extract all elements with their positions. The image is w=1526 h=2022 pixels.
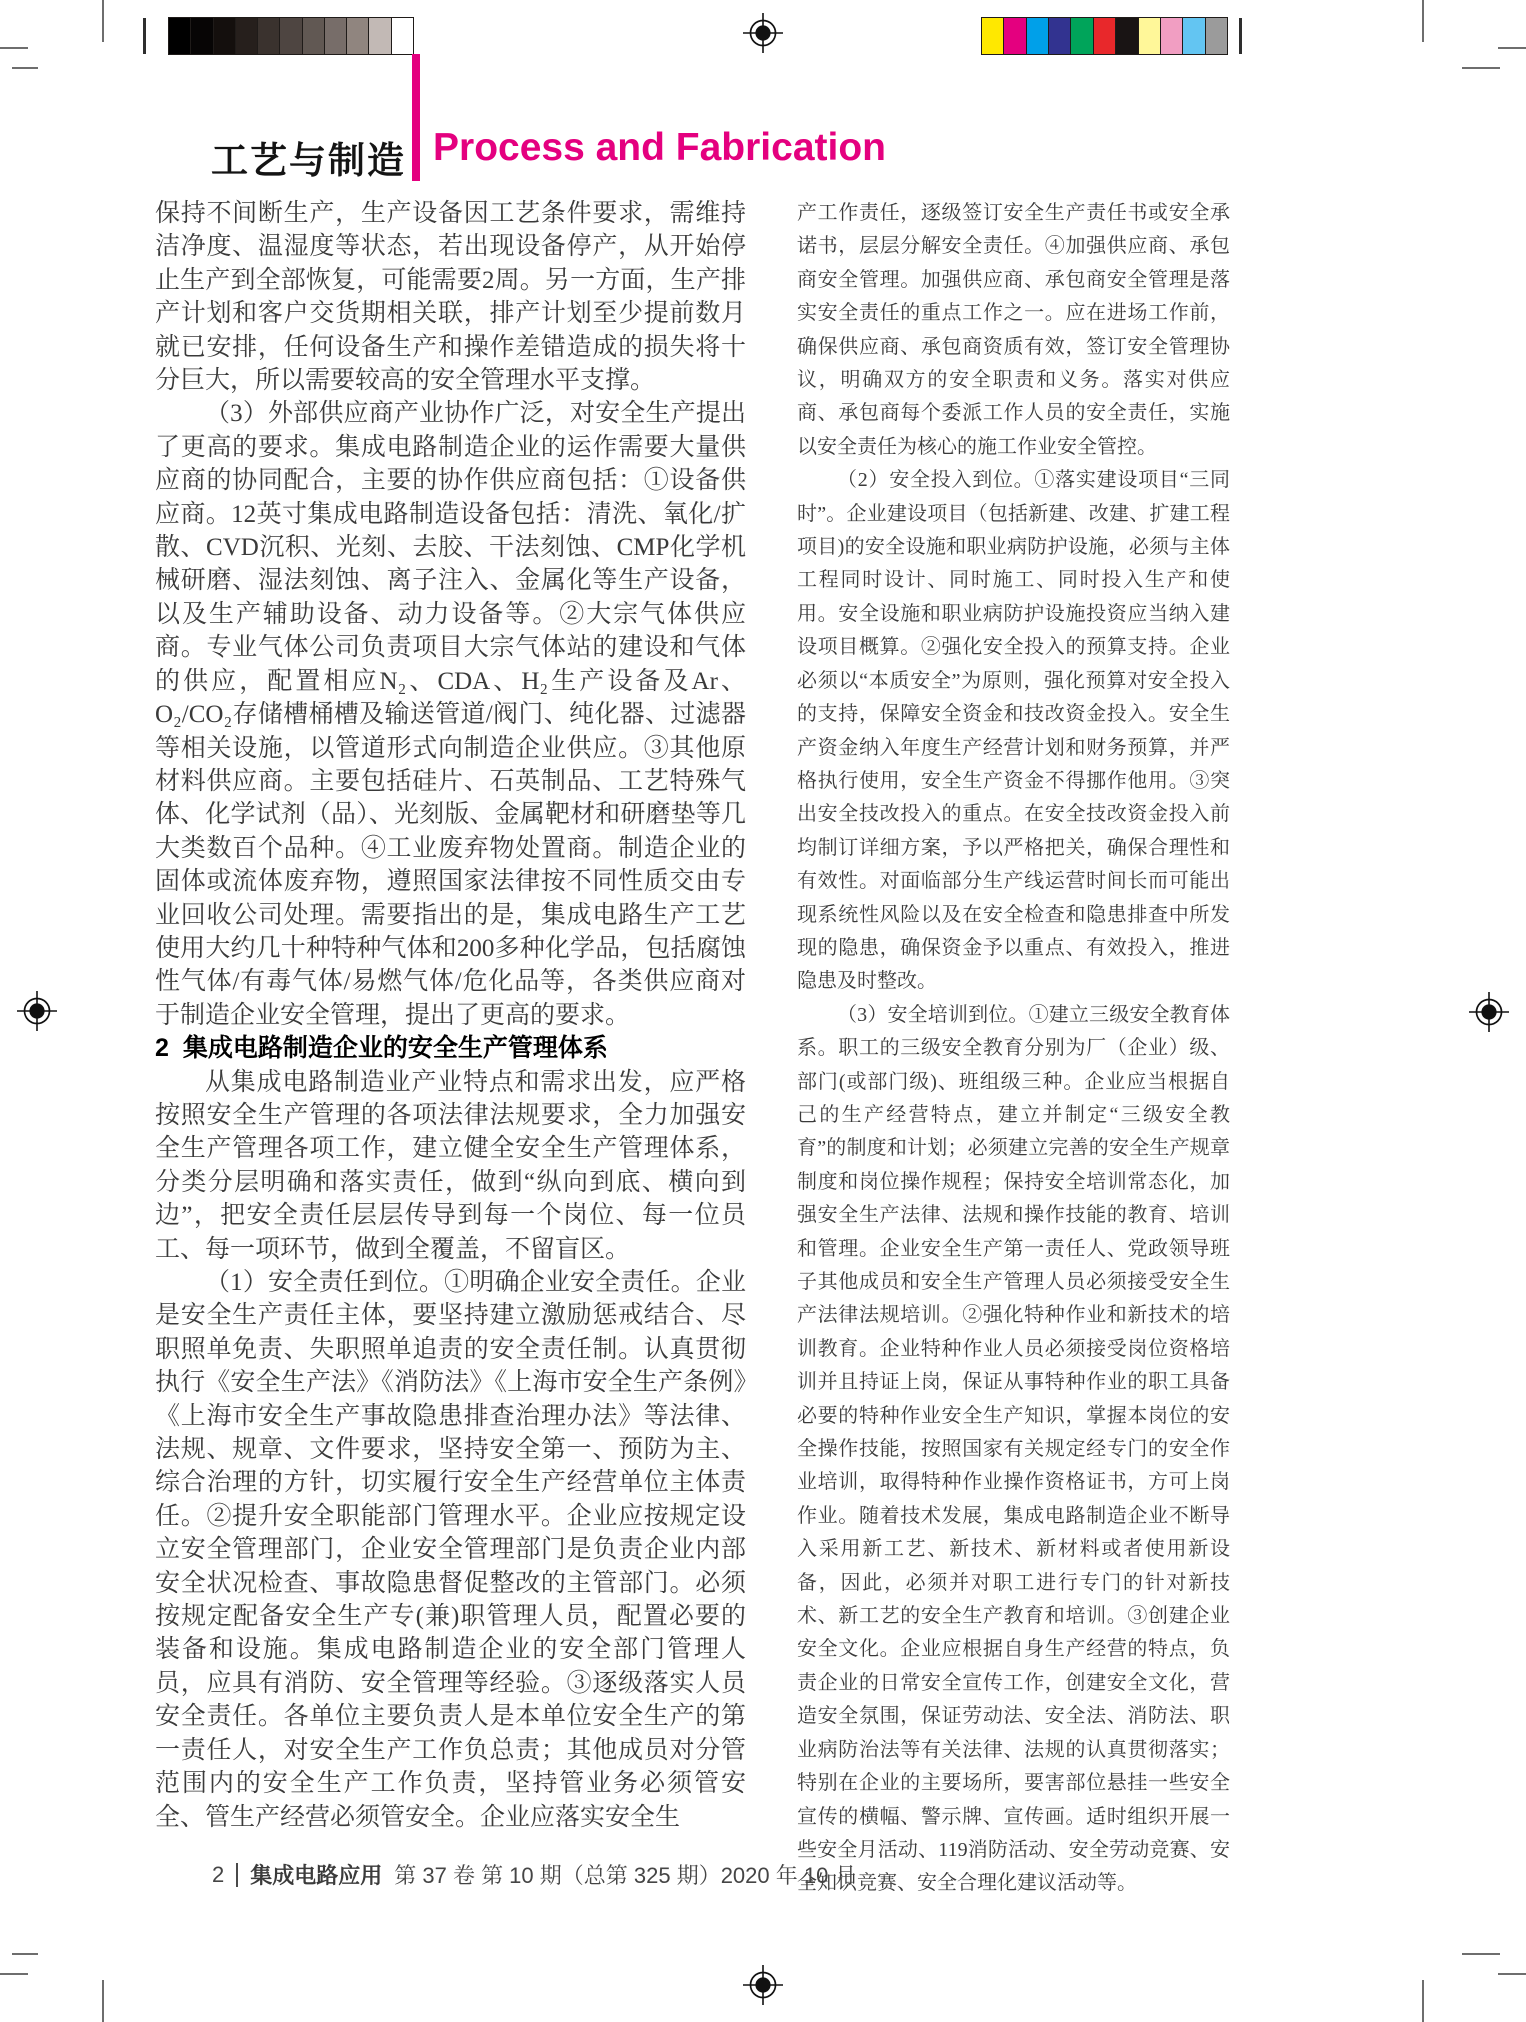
calibration-swatch (190, 18, 212, 54)
calibration-swatch (982, 18, 1003, 54)
paragraph-responsibility-continuation: 产工作责任，逐级签订安全生产责任书或安全承诺书，层层分解安全责任。④加强供应商、承包商安全管理。加强供应商、承包商安全管理是落实安全责任的重点工作之一。应在进场工作前，确保供应商、承包商资质有效，签订安全管理协议，明确双方的安全职责和义务。落实对供应商、承包商每个委派工作人员的安全责任，实施以安全责任为核心的施工作业安全管控。 (797, 202, 1230, 458)
trim-mark-bottom-right-horizontal-inner (1462, 1953, 1500, 1955)
right-column (797, 197, 1230, 1901)
trim-mark-top-right-vertical (1422, 0, 1424, 42)
calibration-swatch (279, 18, 301, 54)
calibration-swatch (1205, 18, 1227, 54)
article-body (155, 197, 1230, 1901)
section-title-en: Process and Fabrication (433, 126, 886, 169)
page-footer (212, 1859, 856, 1890)
journal-title: 集成电路应用 (250, 1863, 383, 1888)
calibration-swatch (1138, 18, 1160, 54)
registration-mark-right-icon (1469, 992, 1509, 1032)
calibration-swatch (324, 18, 346, 54)
calibration-swatch (169, 18, 190, 54)
calibration-swatch (368, 18, 390, 54)
grayscale-calibration-bar (168, 17, 414, 55)
trim-mark-bottom-right-horizontal-outer (1498, 1973, 1526, 1975)
paragraph-safety-training: （3）安全培训到位。①建立三级安全教育体系。职工的三级安全教育分别为厂（企业）级、部门(或部门级)、班组级三种。企业应当根据自己的生产经营特点，建立并制定“三级安全教育”的制度和计划；必须建立完善的安全生产规章制度和岗位操作规程；保持安全培训常态化，加强安全生产法律、法规和操作技能的教育、培训和管理。企业安全生产第一责任人、党政领导班子其他成员和安全生产管理人员必须接受安全生产法律法规培训。②强化特种作业和新技术的培训教育。企业特种作业人员必须接受岗位资格培训并且持证上岗，保证从事特种作业的职工具备必要的特种作业安全生产知识，掌握本岗位的安全操作技能，按照国家有关规定经专门的安全作业培训，取得特种作业操作资格证书，方可上岗作业。随着技术发展，集成电路制造企业不断导入采用新工艺、新技术、新材料或者使用新设备，因此，必须并对职工进行专门的针对新技术、新工艺的安全生产教育和培训。③创建企业安全文化。企业应根据自身生产经营的特点，负责企业的日常安全宣传工作，创建安全文化，营造安全氛围，保证劳动法、安全法、消防法、职业病防治法等有关法律、法规的认真贯彻落实；特别在企业的主要场所，要害部位悬挂一些安全宣传的横幅、警示牌、宣传画。适时组织开展一些安全月活动、119消防活动、安全劳动竞赛、安全知识竞赛、安全合理化建议活动等。 (797, 1003, 1230, 1895)
section-heading (155, 1032, 746, 1065)
calibration-swatch (235, 18, 257, 54)
calibration-swatch (1003, 18, 1025, 54)
trim-mark-top-right-horizontal-inner (1462, 67, 1500, 69)
registration-mark-left-icon (17, 991, 57, 1031)
calibration-swatch (1093, 18, 1115, 54)
registration-mark-top-icon (743, 13, 783, 53)
calibration-swatch (1070, 18, 1092, 54)
calibration-tick-left (143, 18, 146, 54)
color-calibration-bar (981, 17, 1228, 55)
calibration-swatch (302, 18, 324, 54)
trim-mark-top-left-horizontal-outer (0, 47, 28, 49)
trim-mark-bottom-left-vertical (102, 1980, 104, 2022)
registration-mark-bottom-icon (743, 1965, 783, 2005)
calibration-swatch (1115, 18, 1137, 54)
section-title-cn: 工艺与制造 (211, 140, 406, 181)
trim-mark-top-left-horizontal-inner (12, 67, 38, 69)
header-accent-divider (412, 54, 420, 181)
left-column (155, 197, 746, 1901)
calibration-swatch (1026, 18, 1048, 54)
trim-mark-top-right-horizontal-outer (1498, 47, 1526, 49)
issue-info: 第 37 卷 第 10 期（总第 325 期）2020 年 10 月 (394, 1863, 857, 1888)
paragraph-external-suppliers: （3）外部供应商产业协作广泛，对安全生产提出了更高的要求。集成电路制造企业的运作需要大量供应商的协同配合，主要的协作供应商包括：①设备供应商。12英寸集成电路制造设备包括：清洗、氧化/扩散、CVD沉积、光刻、去胶、干法刻蚀、CMP化学机械研磨、湿法刻蚀、离子注入、金属化等生产设备，以及生产辅助设备、动力设备等。②大宗气体供应商。专业气体公司负责项目大宗气体站的建设和气体的供应，配置相应N₂、CDA、H₂生产设备及Ar、O₂/CO₂存储槽桶槽及输送管道/阀门、纯化器、过滤器等相关设施，以管道形式向制造企业供应。③其他原材料供应商。主要包括硅片、石英制品、工艺特殊气体、化学试剂（品）、光刻版、金属靶材和研磨垫等几大类数百个品种。④工业废弃物处置商。制造企业的固体或流体废弃物，遵照国家法律按不同性质交由专业回收公司处理。需要指出的是，集成电路生产工艺使用大约几十种特种气体和200多种化学品，包括腐蚀性气体/有毒气体/易燃气体/危化品等，各类供应商对于制造企业安全管理，提出了更高的要求。 (155, 400, 746, 1029)
calibration-tick-right (1239, 18, 1242, 54)
paragraph-safety-responsibility: （1）安全责任到位。①明确企业安全责任。企业是安全生产责任主体，要坚持建立激励惩戒结合、尽职照单免责、失职照单追责的安全责任制。认真贯彻执行《安全生产法》《消防法》《上海市安全生产条例》《上海市安全生产事故隐患排查治理办法》等法律、法规、规章、文件要求，坚持安全第一、预防为主、综合治理的方针，切实履行安全生产经营单位主体责任。②提升安全职能部门管理水平。企业应按规定设立安全管理部门，企业安全管理部门是负责企业内部安全状况检查、事故隐患督促整改的主管部门。必须按规定配备安全生产专(兼)职管理人员，配置必要的装备和设施。集成电路制造企业的安全部门管理人员，应具有消防、安全管理等经验。③逐级落实人员安全责任。各单位主要负责人是本单位安全生产的第一责任人，对安全生产工作负总责；其他成员对分管范围内的安全生产工作负责，坚持管业务必须管安全、管生产经营必须管安全。企业应落实安全生 (155, 1269, 746, 1831)
trim-mark-top-left-vertical (102, 0, 104, 42)
trim-mark-bottom-left-horizontal-outer (0, 1973, 28, 1975)
trim-mark-bottom-right-vertical (1422, 1980, 1424, 2022)
calibration-swatch (257, 18, 279, 54)
paragraph-safety-investment: （2）安全投入到位。①落实建设项目“三同时”。企业建设项目（包括新建、改建、扩建工程项目)的安全设施和职业病防护设施，必须与主体工程同时设计、同时施工、同时投入生产和使用。安全设施和职业病防护设施投资应当纳入建设项目概算。②强化安全投入的预算支持。企业必须以“本质安全”为原则，强化预算对安全投入的支持，保障安全资金和技改资金投入。安全生产资金纳入年度生产经营计划和财务预算，并严格执行使用，安全生产资金不得挪作他用。③突出安全技改投入的重点。在安全技改资金投入前均制订详细方案，予以严格把关，确保合理性和有效性。对面临部分生产线运营时间长而可能出现系统性风险以及在安全检查和隐患排查中所发现的隐患，确保资金予以重点、有效投入，推进隐患及时整改。 (797, 469, 1230, 993)
paragraph-production-continuity: 保持不间断生产，生产设备因工艺条件要求，需维持洁净度、温湿度等状态，若出现设备停产，从开始停止生产到全部恢复，可能需要2周。另一方面，生产排产计划和客户交货期相关联，排产计划至少提前数月就已安排，任何设备生产和操作差错造成的损失将十分巨大，所以需要较高的安全管理水平支撑。 (155, 200, 746, 395)
footer-divider (236, 1863, 238, 1887)
calibration-swatch (346, 18, 368, 54)
calibration-swatch (1048, 18, 1070, 54)
section-heading-title: 集成电路制造企业的安全生产管理体系 (182, 1034, 608, 1063)
calibration-swatch (213, 18, 235, 54)
calibration-swatch (391, 18, 413, 54)
calibration-swatch (1160, 18, 1182, 54)
section-heading-number: 2 (155, 1034, 169, 1063)
trim-mark-bottom-left-horizontal-inner (12, 1953, 38, 1955)
paragraph-management-system: 从集成电路制造业产业特点和需求出发，应严格按照安全生产管理的各项法律法规要求，全力加强安全生产管理各项工作，建立健全安全生产管理体系，分类分层明确和落实责任，做到“纵向到底、横向到边”，把安全责任层层传导到每一个岗位、每一位员工、每一项环节，做到全覆盖，不留盲区。 (155, 1068, 746, 1263)
calibration-swatch (1182, 18, 1204, 54)
page-number: 2 (212, 1861, 225, 1887)
